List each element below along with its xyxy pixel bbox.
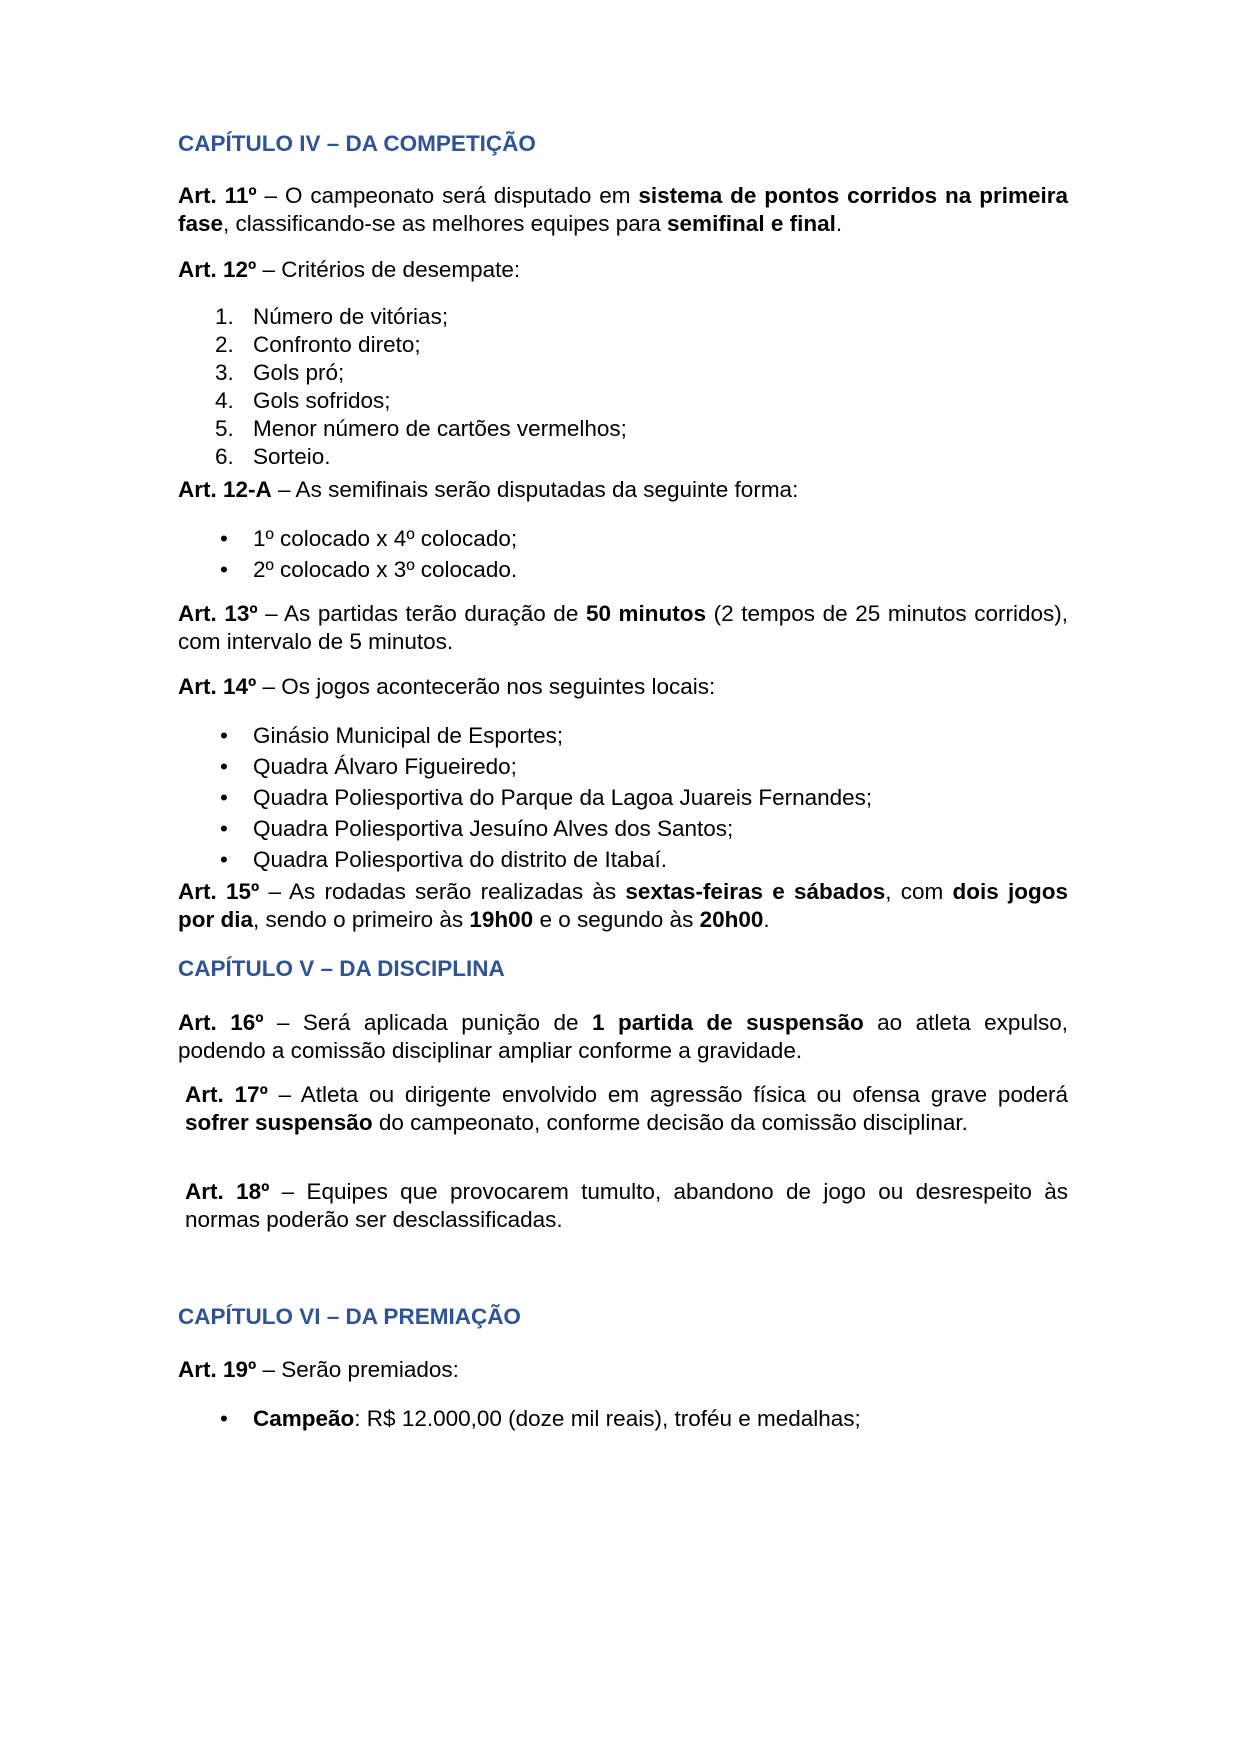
prizes-list — [178, 1403, 1068, 1434]
article-text: ao atleta expulso, podendo a comissão disciplinar ampliar conforme a gravidade. — [178, 1010, 1068, 1063]
bullet-icon: • — [220, 847, 228, 872]
article-text: – Equipes que provocarem tumulto, abandono de jogo ou desrespeito às normas poderão ser desclassificadas. — [185, 1179, 1068, 1232]
article-15 — [178, 878, 1068, 934]
emphasis-text: 19h00 — [469, 907, 534, 932]
list-item — [178, 303, 1068, 331]
article-label: Art. 14º — [178, 674, 257, 699]
article-label: Art. 17º — [185, 1082, 268, 1107]
article-label: Art. 16º — [178, 1010, 264, 1035]
article-16 — [178, 1009, 1068, 1065]
list-number: 5. — [215, 416, 234, 441]
article-label: Art. 19º — [178, 1357, 257, 1382]
list-item-text: Confronto direto; — [253, 332, 421, 357]
emphasis-text: sistema de pontos corridos na primeira fase — [178, 183, 1069, 236]
chapter-heading-vi: CAPÍTULO VI – DA PREMIAÇÃO — [178, 1304, 521, 1329]
article-text: , classificando-se as melhores equipes para — [223, 211, 668, 236]
list-item-label: Campeão — [253, 1406, 355, 1431]
list-number: 4. — [215, 388, 234, 413]
article-label: Art. 12-A — [178, 477, 272, 502]
list-number: 3. — [215, 360, 234, 385]
emphasis-text: semifinal e final — [667, 211, 836, 236]
list-item — [178, 720, 1068, 751]
bullet-icon: • — [220, 723, 228, 748]
article-11 — [178, 182, 1068, 238]
article-text: (2 tempos de 25 minutos corridos), com intervalo de 5 minutos. — [178, 601, 1069, 654]
list-item — [178, 554, 1068, 585]
bullet-icon: • — [220, 557, 228, 582]
list-item-text: Gols sofridos; — [253, 388, 391, 413]
list-item-text: : R$ 12.000,00 (doze mil reais), troféu e medalhas; — [354, 1406, 861, 1431]
emphasis-text: 20h00 — [699, 907, 764, 932]
article-18 — [178, 1178, 1068, 1234]
chapter-heading-v: CAPÍTULO V – DA DISCIPLINA — [178, 956, 505, 981]
article-label: Art. 13º — [178, 601, 258, 626]
article-12 — [178, 256, 1068, 284]
article-17 — [178, 1081, 1068, 1137]
list-number: 1. — [215, 304, 234, 329]
article-12a — [178, 476, 1068, 504]
list-item-text: Ginásio Municipal de Esportes; — [253, 723, 564, 748]
list-item — [178, 415, 1068, 443]
article-text: – Será aplicada punição de — [263, 1010, 592, 1035]
article-text: . — [763, 907, 770, 932]
article-text: – Serão premiados: — [256, 1357, 459, 1382]
article-14 — [178, 673, 1068, 701]
article-text: – Critérios de desempate: — [256, 257, 521, 282]
article-label: Art. 18º — [185, 1179, 270, 1204]
list-item — [178, 813, 1068, 844]
list-number: 2. — [215, 332, 234, 357]
semifinal-pairings-list — [178, 523, 1068, 585]
bullet-icon: • — [220, 816, 228, 841]
emphasis-text: dois jogos por dia — [178, 879, 1069, 932]
list-item — [178, 359, 1068, 387]
bullet-icon: • — [220, 526, 228, 551]
article-label: Art. 15º — [178, 879, 260, 904]
emphasis-text: sofrer suspensão — [185, 1110, 373, 1135]
emphasis-text: 50 minutos — [585, 601, 707, 626]
list-item-text: Sorteio. — [253, 444, 331, 469]
tiebreak-criteria-list — [178, 303, 1068, 471]
article-text: – As semifinais serão disputadas da seguinte forma: — [271, 477, 799, 502]
list-item-text: Número de vitórias; — [253, 304, 449, 329]
list-item — [178, 387, 1068, 415]
article-text: – Atleta ou dirigente envolvido em agressão física ou ofensa grave poderá — [267, 1082, 1068, 1107]
article-13 — [178, 600, 1068, 656]
article-label: Art. 12º — [178, 257, 257, 282]
list-item — [178, 1403, 1068, 1434]
emphasis-text: sextas-feiras e sábados — [625, 879, 886, 904]
article-text: – As partidas terão duração de — [257, 601, 586, 626]
list-item — [178, 751, 1068, 782]
article-text: do campeonato, conforme decisão da comissão disciplinar. — [372, 1110, 968, 1135]
list-item-text: Quadra Poliesportiva do distrito de Itabaí. — [253, 847, 667, 872]
article-text: – O campeonato será disputado em — [256, 183, 639, 208]
article-19 — [178, 1356, 1068, 1384]
bullet-icon: • — [220, 754, 228, 779]
list-item-text: Gols pró; — [253, 360, 345, 385]
emphasis-text: 1 partida de suspensão — [591, 1010, 864, 1035]
list-item-text: Quadra Álvaro Figueiredo; — [253, 754, 517, 779]
list-item — [178, 523, 1068, 554]
list-item-text: Quadra Poliesportiva Jesuíno Alves dos Santos; — [253, 816, 734, 841]
article-text: e o segundo às — [533, 907, 700, 932]
list-item — [178, 782, 1068, 813]
article-text: – As rodadas serão realizadas às — [259, 879, 626, 904]
chapter-heading-iv: CAPÍTULO IV – DA COMPETIÇÃO — [178, 131, 536, 156]
article-text: , com — [885, 879, 953, 904]
list-number: 6. — [215, 444, 234, 469]
article-label: Art. 11º — [178, 183, 257, 208]
article-text: – Os jogos acontecerão nos seguintes locais: — [256, 674, 716, 699]
list-item-text: 2º colocado x 3º colocado. — [253, 557, 518, 582]
list-item-text: Quadra Poliesportiva do Parque da Lagoa Juareis Fernandes; — [253, 785, 873, 810]
venues-list — [178, 720, 1068, 875]
list-item-text: Menor número de cartões vermelhos; — [253, 416, 627, 441]
article-text: , sendo o primeiro às — [253, 907, 470, 932]
article-text: . — [835, 211, 843, 236]
list-item — [178, 331, 1068, 359]
list-item — [178, 844, 1068, 875]
bullet-icon: • — [220, 785, 228, 810]
bullet-icon: • — [220, 1406, 228, 1431]
list-item-text: 1º colocado x 4º colocado; — [253, 526, 518, 551]
list-item — [178, 443, 1068, 471]
